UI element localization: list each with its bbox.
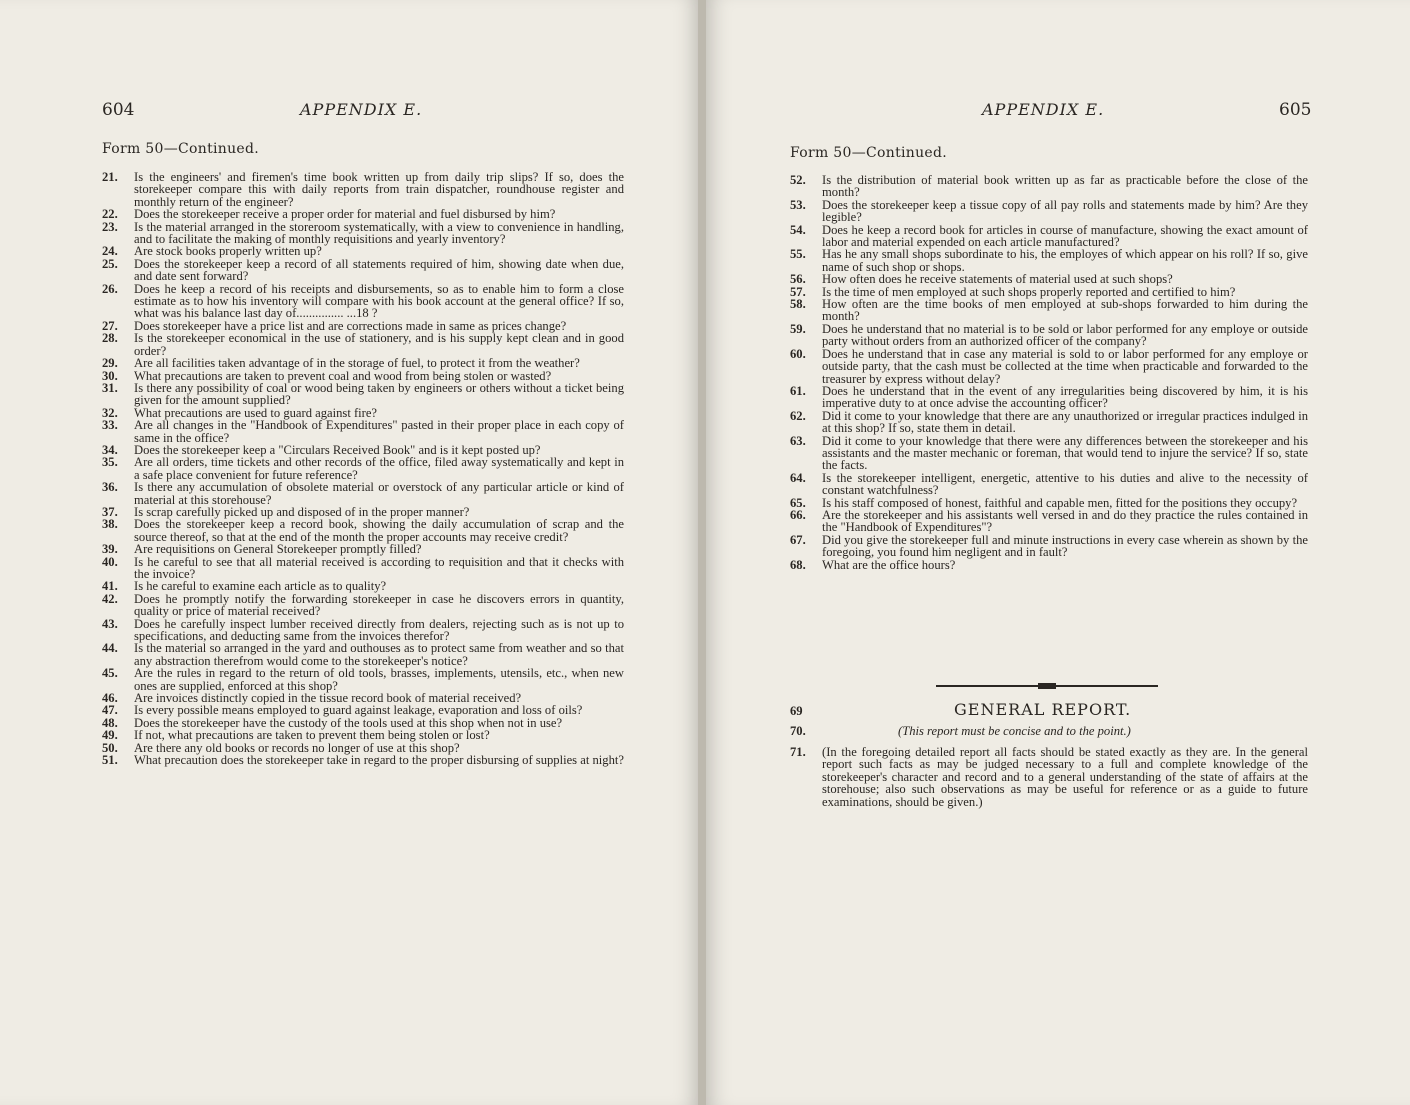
item-number: 21.	[102, 170, 118, 184]
item-text: Is every possible means employed to guard against leakage, evaporation and loss of oils?	[134, 703, 583, 718]
item-text: Did it come to your knowledge that there are any unauthorized or irregular practices indulged in at this shop? If so, state them in detail.	[822, 408, 1308, 436]
right-page	[706, 0, 1410, 1105]
item-text: Does storekeeper have a price list and are corrections made in same as prices change?	[134, 318, 567, 333]
item-text: Does he understand that in the event of any irregularities being discovered by him, it is his imperative duty to at once advise the accounting officer?	[822, 383, 1308, 411]
item-text: Is there any possibility of coal or wood being taken by engineers or others without a ticket being given for the amount supplied?	[134, 380, 624, 408]
running-title: APPENDIX E.	[300, 100, 423, 119]
item-number: 70.	[790, 724, 806, 738]
item-number: 26.	[102, 281, 118, 296]
item-text: How often are the time books of men employed at sub-shops forwarded to him during the month?	[822, 297, 1308, 324]
item-number: 32.	[102, 405, 118, 420]
item-number: 66.	[790, 507, 806, 522]
item-text: Are requisitions on General Storekeeper promptly filled?	[134, 542, 422, 557]
item-text: Does the storekeeper have the custody of the tools used at this shop when not in use?	[134, 715, 563, 730]
item-text: What are the office hours?	[822, 557, 956, 572]
item-text: Is the distribution of material book written up as far as practicable before the close of the month?	[822, 173, 1308, 200]
list-item	[102, 382, 624, 407]
list-item	[790, 385, 1308, 410]
item-number: 35.	[102, 455, 118, 470]
item-text: Are the storekeeper and his assistants well versed in and do they practice the rules contained in the "Handbook of Expenditures"?	[822, 507, 1308, 535]
list-item	[790, 248, 1308, 273]
general-report-note: (This report must be concise and to the point.)	[898, 724, 1131, 738]
item-number: 58.	[790, 297, 806, 312]
item-number: 50.	[102, 740, 118, 755]
list-item	[102, 245, 624, 257]
item-text: (In the foregoing detailed report all facts should be stated exactly as they are. In the general report such facts as may be judged necessary to a full and complete knowledge of the storekeeper's character and record and to a general understanding of the state of affairs at the storehouse; also such observations as may be useful for reference or as a guide to future examinations, should be given.)	[822, 745, 1308, 809]
running-title: APPENDIX E.	[982, 100, 1105, 119]
item-number: 71.	[790, 745, 806, 759]
list-item	[102, 518, 624, 543]
form-heading: Form 50—Continued.	[102, 141, 260, 157]
list-item	[102, 208, 624, 220]
question-list	[102, 171, 624, 767]
list-item	[102, 642, 624, 667]
item-number: 41.	[102, 579, 118, 594]
list-item	[102, 456, 624, 481]
item-text: Has he any small shops subordinate to his, the employes of which appear on his roll? If so, give name of such shop or shops.	[822, 247, 1308, 274]
page-number: 605	[1279, 100, 1312, 120]
list-item	[790, 509, 1308, 534]
item-text: Does the storekeeper receive a proper order for material and fuel disbursed by him?	[134, 207, 556, 222]
item-number: 64.	[790, 470, 806, 485]
item-number: 48.	[102, 715, 118, 730]
list-item	[790, 559, 1308, 571]
item-number: 29.	[102, 356, 118, 371]
item-number: 69	[790, 704, 803, 718]
item-text: What precautions are taken to prevent coal and wood from being stolen or wasted?	[134, 368, 552, 383]
item-text: Are all orders, time tickets and other records of the office, filed away systematically and kept in a safe place convenient for future reference?	[134, 455, 624, 482]
item-number: 23.	[102, 219, 118, 234]
item-text: What precautions are used to guard against fire?	[134, 405, 378, 420]
list-item	[102, 221, 624, 246]
item-text: Did you give the storekeeper full and minute instructions in every case wherein as shown by the foregoing, you found him negligent and in fault?	[822, 532, 1308, 560]
list-item	[102, 580, 624, 592]
item-number: 56.	[790, 272, 806, 287]
page-number: 604	[102, 100, 135, 120]
item-text: Is he careful to see that all material received is according to requisition and that it checks with the invoice?	[134, 554, 624, 581]
item-text: Are the rules in regard to the return of old tools, brasses, implements, utensils, etc., when new ones are supplied, enforced at this shop?	[134, 666, 624, 693]
item-number: 44.	[102, 641, 118, 656]
item-text: Is the material so arranged in the yard and outhouses as to protect same from weather and so that any abstraction therefrom would come to the storekeeper's notice?	[134, 641, 624, 668]
item-number: 54.	[790, 222, 806, 237]
item-text: Are invoices distinctly copied in the tissue record book of material received?	[134, 691, 522, 706]
form-heading: Form 50—Continued.	[790, 145, 948, 161]
list-item	[790, 323, 1308, 348]
item-text: Are all facilities taken advantage of in the storage of fuel, to protect it from the weather?	[134, 356, 580, 371]
list-item	[102, 357, 624, 369]
item-text: Is his staff composed of honest, faithful and capable men, fitted for the positions they occupy?	[822, 495, 1298, 510]
list-item	[790, 410, 1308, 435]
item-text: Does he keep a record book for articles in course of manufacture, showing the exact amount of labor and material expended on each article manufactured?	[822, 222, 1308, 250]
list-item	[102, 754, 624, 766]
list-item	[790, 224, 1308, 249]
item-number: 68.	[790, 557, 806, 572]
item-number: 27.	[102, 318, 118, 333]
item-text: Are there any old books or records no longer of use at this shop?	[134, 740, 460, 755]
item-number: 63.	[790, 433, 806, 448]
item-number: 39.	[102, 542, 118, 557]
list-item	[102, 419, 624, 444]
list-item	[102, 593, 624, 618]
item-text: Does the storekeeper keep a record of all statements required of him, showing date when due, and date sent forward?	[134, 256, 624, 284]
item-number: 45.	[102, 666, 118, 681]
item-text: Are stock books properly written up?	[134, 244, 322, 259]
item-text: Is the engineers' and firemen's time book written up from daily trip slips? If so, does the storekeeper compare this with daily reports from train dispatcher, roundhouse register and monthly return of the engineer?	[134, 170, 624, 209]
item-number: 46.	[102, 691, 118, 706]
item-text: Does the storekeeper keep a "Circulars Received Book" and is it kept posted up?	[134, 442, 541, 457]
list-item	[790, 174, 1308, 199]
item-number: 40.	[102, 554, 118, 569]
list-item	[790, 472, 1308, 497]
item-text: Did it come to your knowledge that there were any differences between the storekeeper and his assistants and the master mechanic or foreman, that would tend to injure the service? If so, state the facts.	[822, 433, 1308, 473]
item-number: 30.	[102, 368, 118, 383]
list-item	[102, 556, 624, 581]
list-item	[102, 258, 624, 283]
item-number: 37.	[102, 504, 118, 519]
list-item	[102, 704, 624, 716]
item-number: 59.	[790, 321, 806, 336]
item-text: Does the storekeeper keep a record book, showing the daily accumulation of scrap and the source thereof, so that at the end of the month the proper accounts may receive credit?	[134, 517, 624, 544]
item-number: 52.	[790, 173, 806, 187]
item-text: Does he understand that no material is to be sold or labor performed for any employe or outside party without orders from an authorized officer of the company?	[822, 321, 1308, 349]
item-number: 61.	[790, 383, 806, 398]
item-text: Are all changes in the "Handbook of Expenditures" pasted in their proper place in each copy of same in the office?	[134, 418, 624, 445]
section-divider	[936, 685, 1158, 687]
list-item	[790, 273, 1308, 285]
left-page	[0, 0, 700, 1105]
list-item	[790, 348, 1308, 385]
item-number: 24.	[102, 244, 118, 259]
item-text: Is the storekeeper economical in the use of stationery, and is his supply kept clean and in good order?	[134, 331, 624, 358]
list-item	[790, 298, 1308, 323]
item-number: 28.	[102, 331, 118, 346]
item-text: Is the material arranged in the storeroom systematically, with a view to convenience in handling, and to facilitate the making of monthly requisitions and yearly inventory?	[134, 219, 624, 247]
item-number: 55.	[790, 247, 806, 262]
item-text: Is there any accumulation of obsolete material or overstock of any particular article or kind of material at this storehouse?	[134, 480, 624, 507]
item-number: 22.	[102, 207, 118, 222]
list-item	[790, 199, 1308, 224]
item-text: Does he carefully inspect lumber received directly from dealers, rejecting such as is not up to specifications, and deducting same from the invoices therefor?	[134, 616, 624, 644]
item-number: 38.	[102, 517, 118, 532]
item-number: 60.	[790, 346, 806, 361]
list-item	[102, 171, 624, 208]
item-number: 42.	[102, 591, 118, 606]
list-item	[790, 534, 1308, 559]
item-number: 34.	[102, 442, 118, 457]
item-text: What precaution does the storekeeper take in regard to the proper disbursing of supplies at night?	[134, 753, 624, 768]
list-item	[102, 481, 624, 506]
item-text: How often does he receive statements of material used at such shops?	[822, 272, 1173, 287]
item-text: Is the storekeeper intelligent, energetic, attentive to his duties and alive to the necessity of constant watchfulness?	[822, 470, 1308, 498]
list-item	[102, 667, 624, 692]
question-list	[790, 174, 1308, 571]
item-text: Is the time of men employed at such shops properly reported and certified to him?	[822, 284, 1236, 299]
general-report-body	[790, 746, 1308, 808]
item-number: 51.	[102, 753, 118, 768]
item-number: 25.	[102, 256, 118, 271]
item-number: 49.	[102, 728, 118, 743]
item-number: 43.	[102, 616, 118, 631]
item-number: 47.	[102, 703, 118, 718]
item-text: Does he keep a record of his receipts and disbursements, so as to enable him to form a close estimate as to how his inventory will compare with his book account at the general office? If so, what was his balance last day of............... ...18 ?	[134, 281, 624, 321]
list-item	[102, 332, 624, 357]
item-number: 57.	[790, 284, 806, 299]
item-number: 33.	[102, 418, 118, 433]
list-item	[790, 435, 1308, 472]
item-number: 31.	[102, 380, 118, 395]
item-number: 36.	[102, 480, 118, 495]
item-number: 67.	[790, 532, 806, 547]
list-item	[102, 729, 624, 741]
item-text: Does he promptly notify the forwarding storekeeper in case he discovers errors in quantity, quality or price of material received?	[134, 591, 624, 619]
list-item	[790, 746, 1308, 808]
list-item	[102, 283, 624, 320]
item-number: 65.	[790, 495, 806, 510]
item-text: Does he understand that in case any material is sold to or labor performed for any employe or outside party, that the cash must be collected at the time when practicable and forwarded to the treasurer by express without delay?	[822, 346, 1308, 386]
item-text: Is he careful to examine each article as to quality?	[134, 579, 387, 594]
general-report-title: GENERAL REPORT.	[954, 700, 1132, 719]
list-item	[102, 618, 624, 643]
list-item	[102, 543, 624, 555]
item-text: If not, what precautions are taken to prevent them being stolen or lost?	[134, 728, 490, 743]
item-number: 62.	[790, 408, 806, 423]
item-number: 53.	[790, 197, 806, 212]
item-text: Does the storekeeper keep a tissue copy of all pay rolls and statements made by him? Are they legible?	[822, 197, 1308, 225]
item-text: Is scrap carefully picked up and disposed of in the proper manner?	[134, 504, 470, 519]
